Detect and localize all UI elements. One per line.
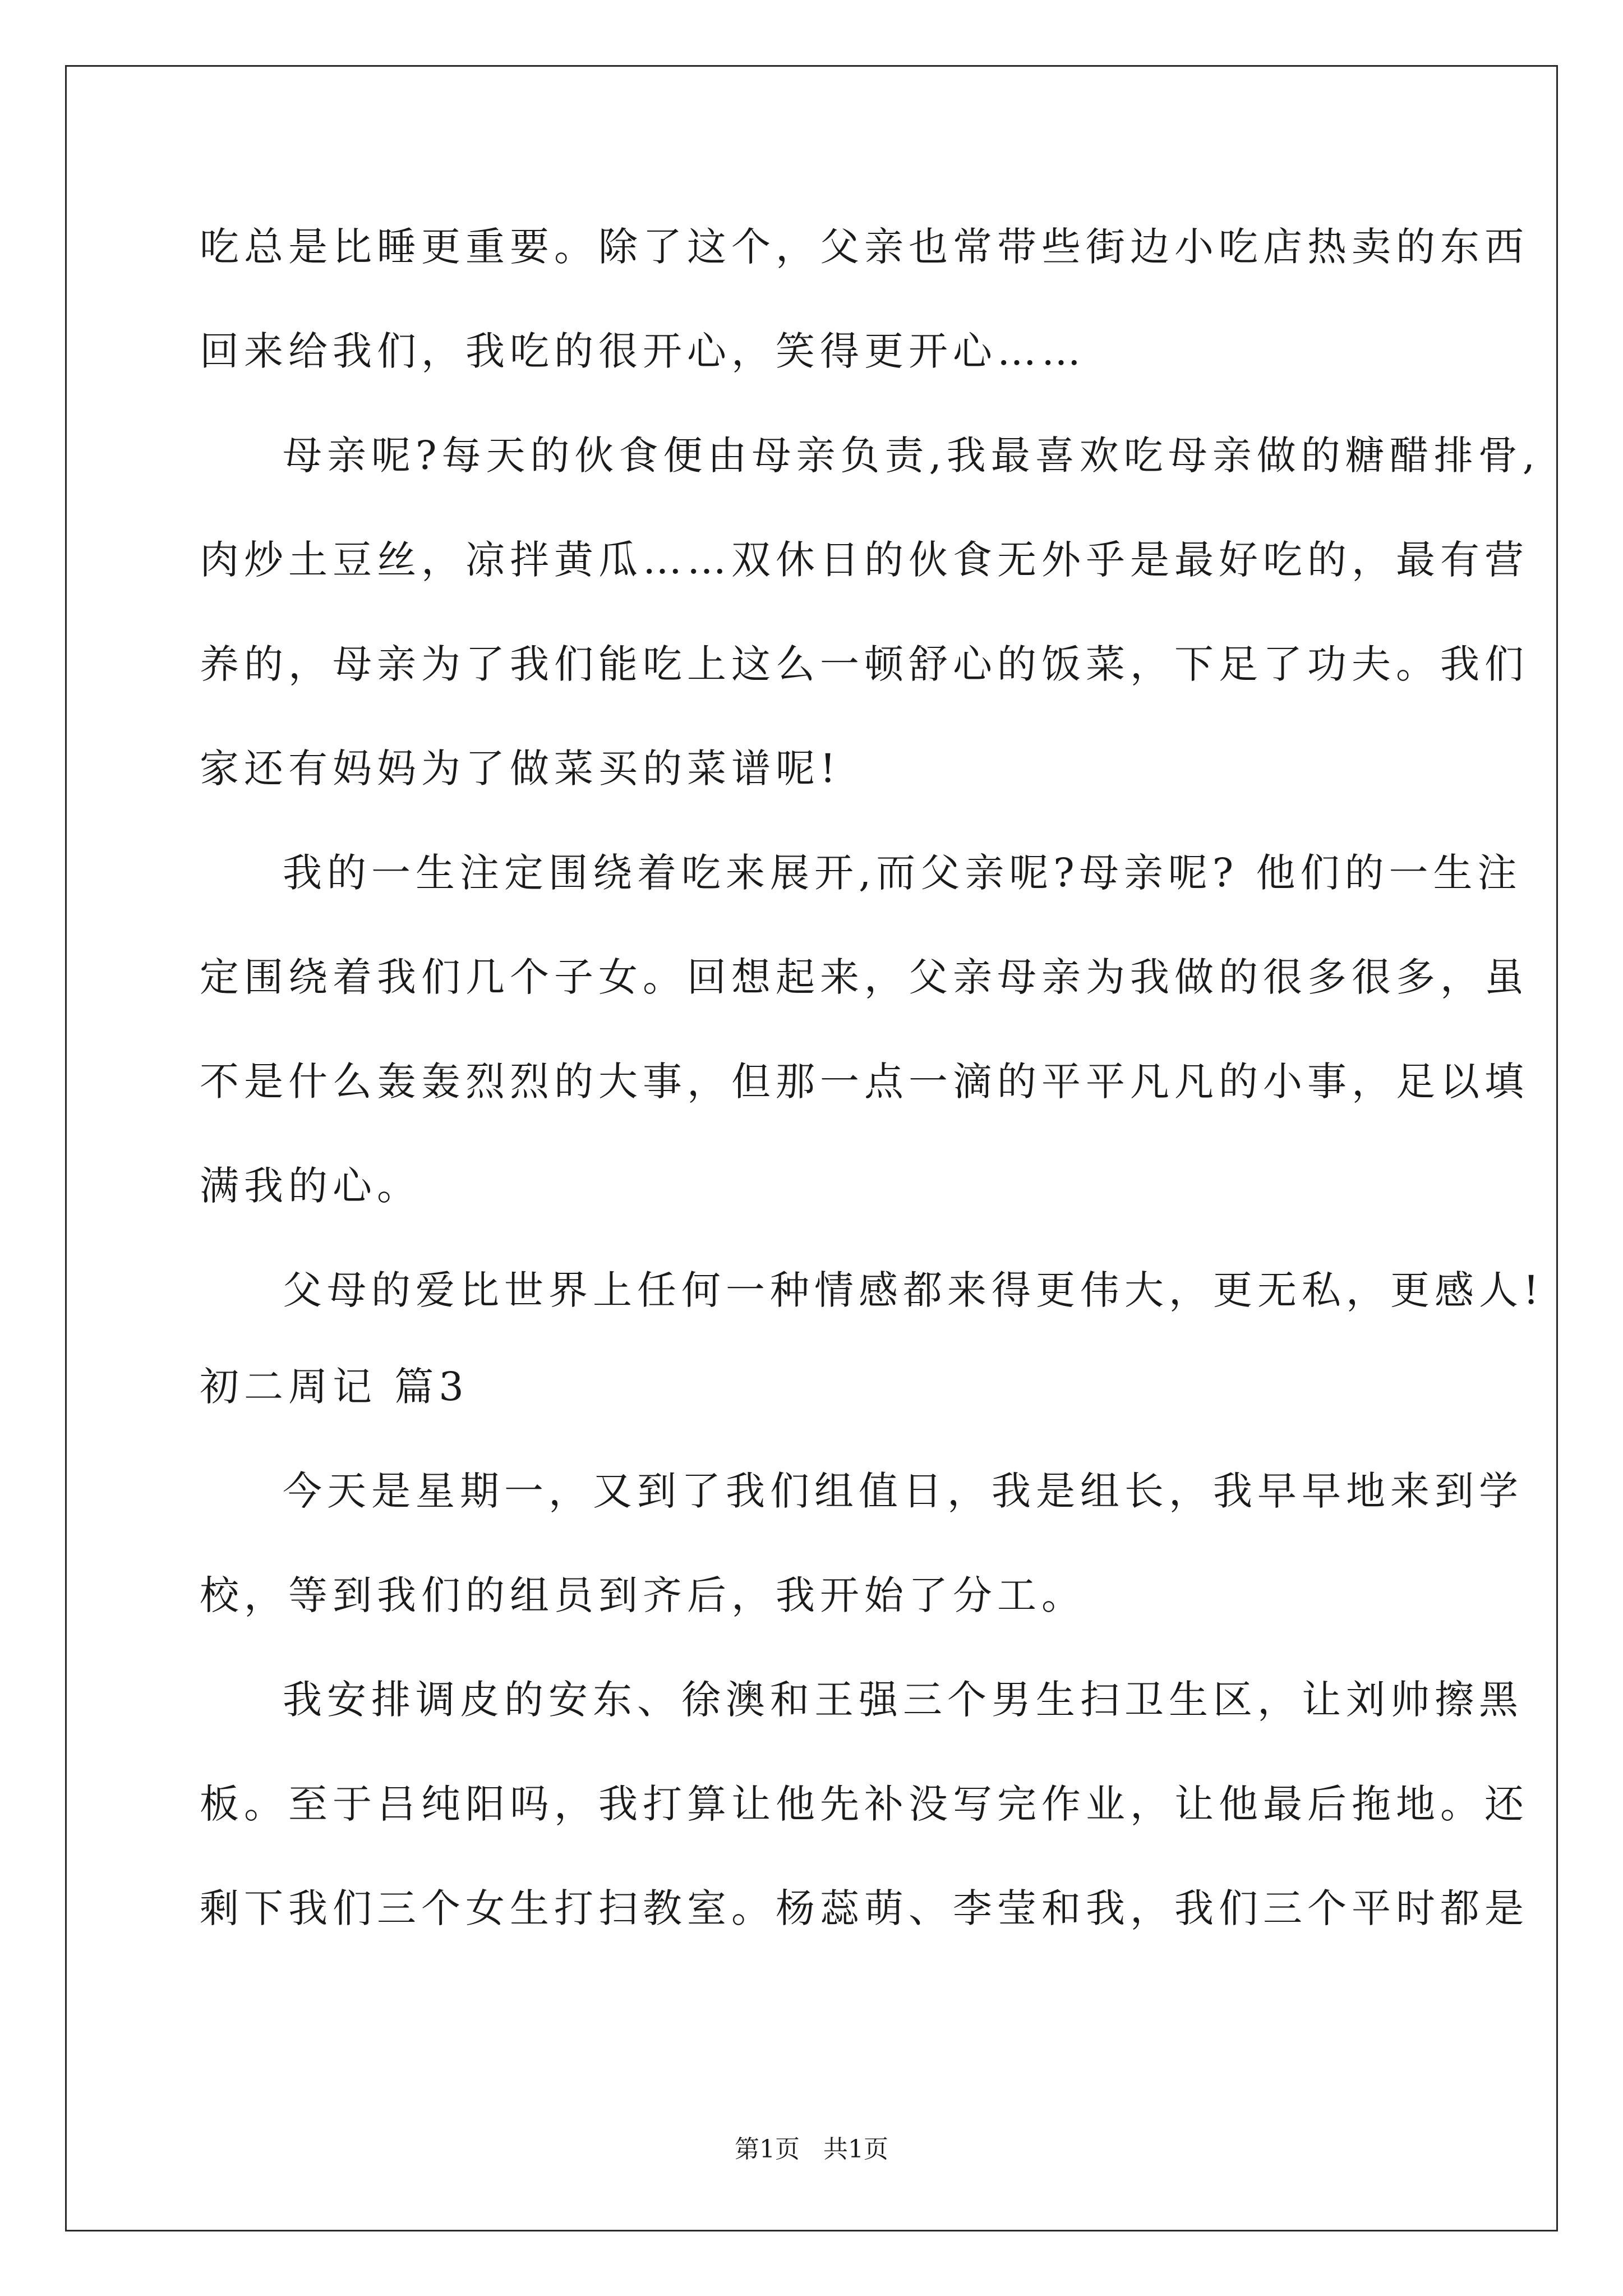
text-line: 吃总是比睡更重要。除了这个，父亲也常带些街边小吃店热卖的东西: [200, 224, 1529, 270]
page-total: 共1页: [823, 2135, 888, 2164]
text-line: 定围绕着我们几个子女。回想起来，父亲母亲为我做的很多很多，虽: [200, 954, 1529, 1000]
text-line: 今天是星期一，又到了我们组值日，我是组长，我早早地来到学: [283, 1468, 1523, 1514]
text-line: 回来给我们，我吃的很开心，笑得更开心……: [200, 328, 1086, 374]
text-line: 板。至于吕纯阳吗，我打算让他先补没写完作业，让他最后拖地。还: [200, 1781, 1529, 1827]
text-line: 家还有妈妈为了做菜买的菜谱呢!: [200, 746, 841, 792]
text-line: 养的，母亲为了我们能吃上这么一顿舒心的饭菜，下足了功夫。我们: [200, 641, 1529, 687]
text-line: 我的一生注定围绕着吃来展开,而父亲呢?母亲呢? 他们的一生注: [283, 850, 1522, 896]
text-line: 剩下我们三个女生打扫教室。杨蕊萌、李莹和我，我们三个平时都是: [200, 1885, 1529, 1931]
text-line: 满我的心。: [200, 1163, 421, 1209]
section-heading: 初二周记 篇3: [200, 1364, 469, 1410]
text-line: 父母的爱比世界上任何一种情感都来得更伟大，更无私，更感人!: [283, 1267, 1544, 1313]
page-number: 第1页: [735, 2135, 800, 2164]
text-line: 肉炒土豆丝，凉拌黄瓜……双休日的伙食无外乎是最好吃的，最有营: [200, 537, 1529, 583]
text-line: 我安排调皮的安东、徐澳和王强三个男生扫卫生区，让刘帅擦黑: [283, 1677, 1523, 1723]
text-line: 校，等到我们的组员到齐后，我开始了分工。: [200, 1572, 1086, 1618]
text-line: 不是什么轰轰烈烈的大事，但那一点一滴的平平凡凡的小事，足以填: [200, 1059, 1529, 1105]
text-line: 母亲呢?每天的伙食便由母亲负责,我最喜欢吃母亲做的糖醋排骨,: [283, 432, 1541, 478]
page-footer: [0, 2133, 1623, 2166]
